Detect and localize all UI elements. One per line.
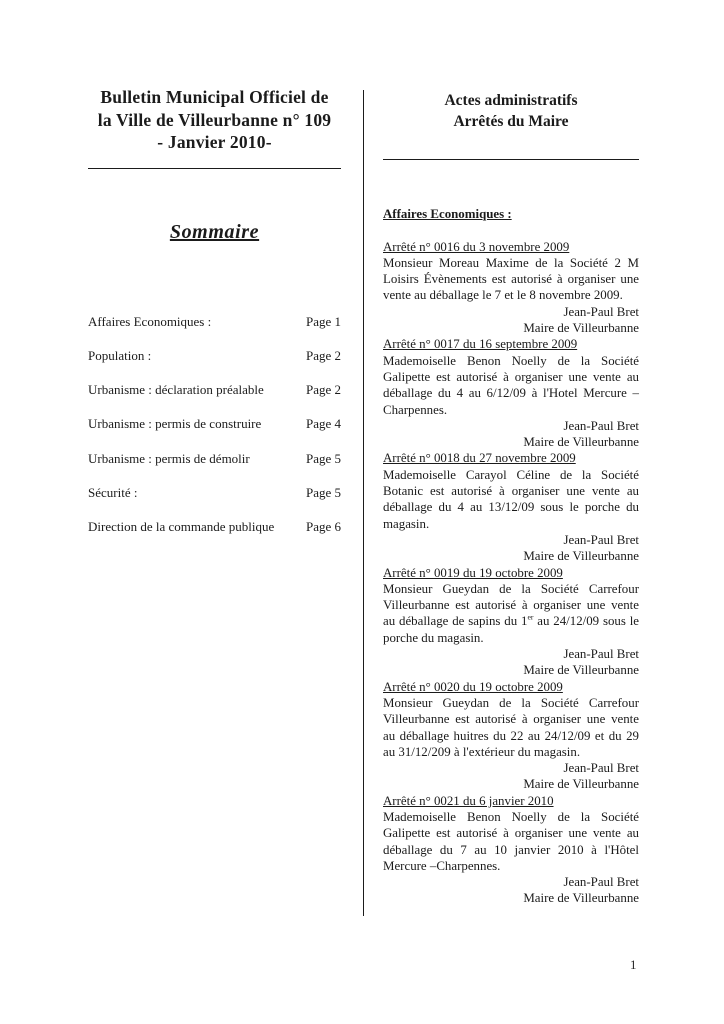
signature-line: Jean-Paul Bret xyxy=(563,532,639,547)
bulletin-title-line: la Ville de Villeurbanne n° 109 xyxy=(97,109,332,130)
arrete-body xyxy=(383,353,639,418)
toc-label: Direction de la commande publique xyxy=(88,519,275,535)
arrete-list xyxy=(383,239,639,907)
arrete-entry xyxy=(383,793,639,907)
signature-line: Maire de Villeurbanne xyxy=(523,663,639,678)
body-text: Mademoiselle Carayol Céline de la Société Botanic est autorisé à organiser une vente au déballage du 4 au 13/12/09 sous le porche du magasin. xyxy=(383,467,639,531)
section-title-line: Arrêtés du Maire xyxy=(453,113,569,130)
arrete-heading: Arrêté n° 0019 du 19 octobre 2009 xyxy=(383,565,563,580)
toc-label: Urbanisme : déclaration préalable xyxy=(88,382,264,398)
toc-page: Page 4 xyxy=(305,416,341,432)
signature-line: Maire de Villeurbanne xyxy=(523,549,639,564)
sommaire-title: Sommaire xyxy=(169,220,260,243)
toc-label: Urbanisme : permis de démolir xyxy=(88,450,250,466)
page-number: 1 xyxy=(630,957,637,972)
arrete-body xyxy=(383,809,639,874)
body-text: Mademoiselle Benon Noelly de la Société Galipette est autorisé à organiser une vente au déballage du 4 au 6/12/09 à l'Hotel Mercure – Charpennes. xyxy=(383,353,639,417)
toc-row xyxy=(88,519,341,535)
toc-list xyxy=(88,314,341,536)
signature-line: Jean-Paul Bret xyxy=(563,761,639,776)
arrete-heading: Arrêté n° 0017 du 16 septembre 2009 xyxy=(383,337,578,352)
arrete-heading: Arrêté n° 0016 du 3 novembre 2009 xyxy=(383,239,570,254)
toc-label: Population : xyxy=(88,347,152,363)
signature-line: Jean-Paul Bret xyxy=(563,304,639,319)
body-superscript: er xyxy=(527,613,534,623)
toc-label: Affaires Economiques : xyxy=(88,313,212,329)
right-column xyxy=(383,90,639,907)
arrete-body xyxy=(383,581,639,646)
toc-row xyxy=(88,451,341,467)
toc-page: Page 2 xyxy=(305,382,341,398)
arrete-entry xyxy=(383,450,639,564)
toc-row xyxy=(88,485,341,501)
signature-line: Maire de Villeurbanne xyxy=(523,321,639,336)
arrete-entry xyxy=(383,336,639,450)
toc-label: Urbanisme : permis de construire xyxy=(88,416,262,432)
column-divider xyxy=(363,90,364,916)
arrete-heading: Arrêté n° 0018 du 27 novembre 2009 xyxy=(383,451,576,466)
signature-block xyxy=(383,760,639,793)
body-text: au 24/12/09 sous le porche du magasin. xyxy=(383,614,639,645)
header-rule-left xyxy=(88,168,341,169)
header-rule-right xyxy=(383,159,639,160)
signature-line: Maire de Villeurbanne xyxy=(523,891,639,906)
arrete-entry xyxy=(383,679,639,793)
signature-line: Maire de Villeurbanne xyxy=(523,435,639,450)
signature-block xyxy=(383,532,639,565)
section-heading: Affaires Economiques : xyxy=(383,207,512,221)
arrete-entry xyxy=(383,565,639,679)
signature-block xyxy=(383,304,639,337)
signature-line: Maire de Villeurbanne xyxy=(523,777,639,792)
toc-label: Sécurité : xyxy=(88,484,138,500)
toc-page: Page 5 xyxy=(305,484,341,500)
toc-row xyxy=(88,416,341,432)
toc-page: Page 1 xyxy=(305,313,341,329)
toc-page: Page 5 xyxy=(305,450,341,466)
bulletin-title xyxy=(88,86,341,154)
toc-row xyxy=(88,314,341,330)
section-title-line: Actes administratifs xyxy=(444,92,578,109)
body-text: Monsieur Gueydan de la Société Carrefour Villeurbanne est autorisé à organiser une vente au déballage de sapins du 1 xyxy=(383,581,639,629)
signature-block xyxy=(383,418,639,451)
toc-page: Page 2 xyxy=(305,347,341,363)
signature-line: Jean-Paul Bret xyxy=(563,647,639,662)
arrete-body xyxy=(383,255,639,304)
body-text: Monsieur Moreau Maxime de la Société 2 M Loisirs Évènements est autorisé à organiser une vente au déballage le 7 et le 8 novembre 2009. xyxy=(383,255,639,303)
arrete-body xyxy=(383,695,639,760)
body-text: Monsieur Gueydan de la Société Carrefour Villeurbanne est autorisé à organiser une vente au déballage huitres du 22 au 24/12/09 et du 29 au 31/12/209 à l'extérieur du magasin. xyxy=(383,695,639,759)
body-text: Mademoiselle Benon Noelly de la Société Galipette est autorisé à organiser une vente au déballage du 7 au 10 janvier 2010 à l'Hôtel Mercure –Charpennes. xyxy=(383,809,639,873)
signature-block xyxy=(383,646,639,679)
left-column xyxy=(88,86,341,554)
toc-row xyxy=(88,382,341,398)
bulletin-title-line: Bulletin Municipal Officiel de xyxy=(100,87,329,107)
section-title xyxy=(383,90,639,132)
toc-row xyxy=(88,348,341,364)
arrete-heading: Arrêté n° 0020 du 19 octobre 2009 xyxy=(383,679,563,694)
arrete-entry xyxy=(383,239,639,337)
signature-line: Jean-Paul Bret xyxy=(563,875,639,890)
toc-page: Page 6 xyxy=(305,519,341,535)
bulletin-title-line: - Janvier 2010- xyxy=(157,132,272,152)
signature-block xyxy=(383,874,639,907)
arrete-heading: Arrêté n° 0021 du 6 janvier 2010 xyxy=(383,793,554,808)
arrete-body xyxy=(383,467,639,532)
signature-line: Jean-Paul Bret xyxy=(563,418,639,433)
